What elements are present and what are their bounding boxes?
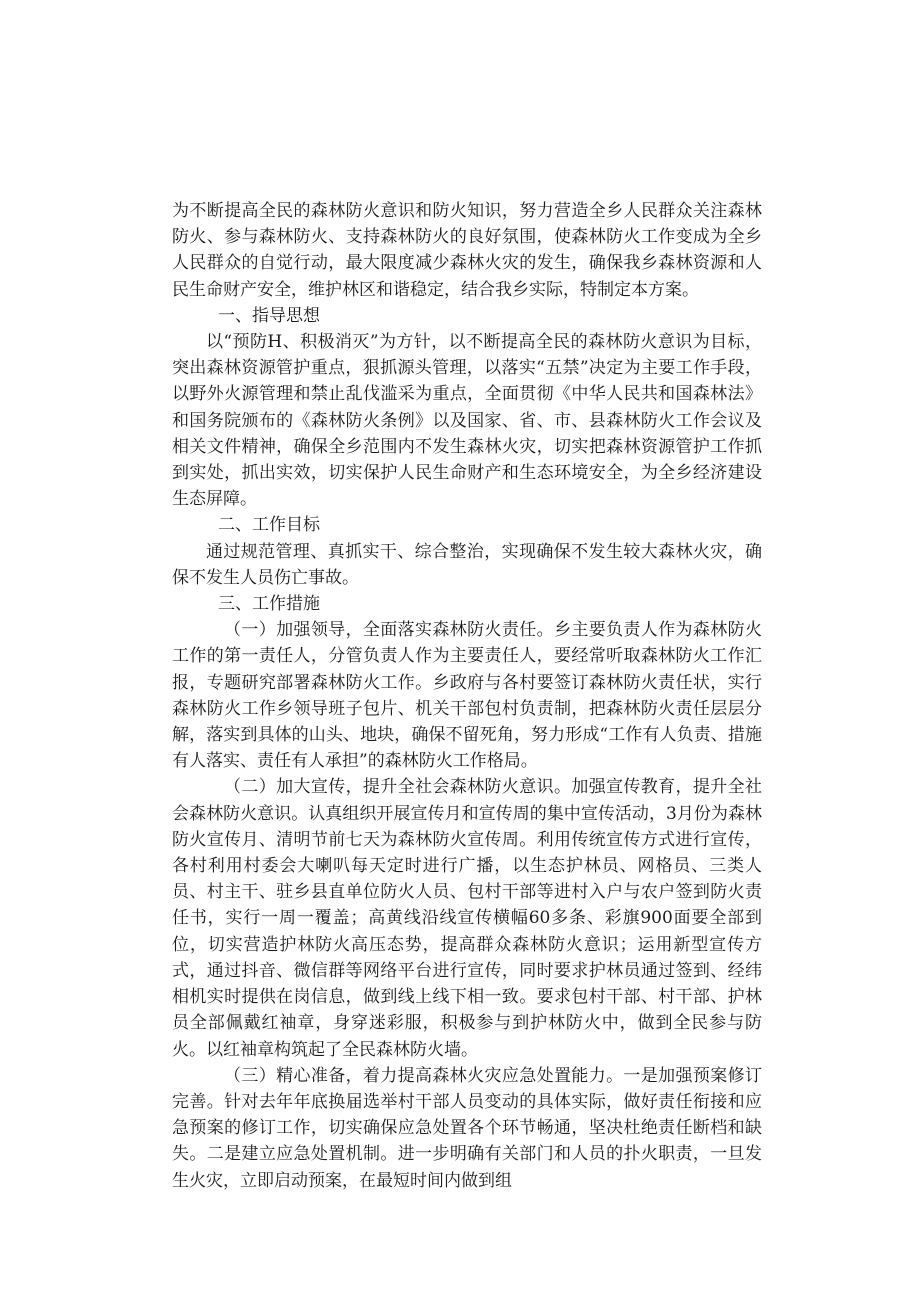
section-work-goals-body: 通过规范管理、真抓实干、综合整治，实现确保不发生较大森林火灾，确保不发生人员伤亡事故。 — [172, 541, 762, 588]
section-heading-work-goals: 二、工作目标 — [218, 515, 320, 536]
measure-3-paragraph: （三）精心准备，着力提高森林火灾应急处置能力。一是加强预案修订完善。针对去年年底换届选举村干部人员变动的具体实际，做好责任衔接和应急预案的修订工作，切实确保应急处置各个环节畅通，坚决杜绝责任断档和缺失。二是建立应急处置机制。进一步明确有关部门和人员的扑火职责，一旦发生火灾，立即启动预案，在最短时间内做到组 — [172, 1065, 762, 1191]
section-heading-guiding-ideology: 一、指导思想 — [218, 305, 320, 326]
intro-paragraph: 为不断提高全民的森林防火意识和防火知识，努力营造全乡人民群众关注森林防火、参与森林防火、支持森林防火的良好氛围，使森林防火工作变成为全乡人民群众的自觉行动，最大限度减少森林火灾的发生，确保我乡森林资源和人民生命财产安全，维护林区和谐稳定，结合我乡实际，特制定本方案。 — [172, 201, 762, 300]
section-guiding-ideology-body: 以“预防H、积极消灭”为方针，以不断提高全民的森林防火意识为目标，突出森林资源管护重点，狠抓源头管理，以落实“五禁”决定为主要工作手段，以野外火源管理和禁止乱伐滥采为重点，全面贯彻《中华人民共和国森林法》和国务院颁布的《森林防火条例》以及国家、省、市、县森林防火工作会议及相关文件精神，确保全乡范围内不发生森林火灾，切实把森林资源管护工作抓到实处，抓出实效，切实保护人民生命财产和生态环境安全，为全乡经济建设生态屏障。 — [172, 332, 762, 510]
section-heading-work-measures: 三、工作措施 — [218, 594, 320, 615]
measure-2-paragraph: （二）加大宣传，提升全社会森林防火意识。加强宣传教育，提升全社会森林防火意识。认真组织开展宣传月和宣传周的集中宣传活动，3月份为森林防火宣传月、清明节前七天为森林防火宣传周。利用传统宣传方式进行宣传，各村利用村委会大喇叭每天定时进行广播，以生态护林员、网格员、三类人员、村主干、驻乡县直单位防火人员、包村干部等进村入户与农户签到防火责任书，实行一周一覆盖；高黄线沿线宣传横幅60多条、彩旗900面要全部到位，切实营造护林防火高压态势，提高群众森林防火意识；运用新型宣传方式，通过抖音、微信群等网络平台进行宣传，同时要求护林员通过签到、经纬相机实时提供在岗信息，做到线上线下相一致。要求包村干部、村干部、护林员全部佩戴红袖章，身穿迷彩服，积极参与到护林防火中，做到全民参与防火。以红袖章构筑起了全民森林防火墙。 — [172, 777, 762, 1060]
document-body — [172, 198, 762, 1194]
measure-1-paragraph: （一）加强领导，全面落实森林防火责任。乡主要负责人作为森林防火工作的第一责任人，分管负责人作为主要责任人，要经常听取森林防火工作汇报，专题研究部署森林防火工作。乡政府与各村要签订森林防火责任状，实行森林防火工作乡领导班子包片、机关干部包村负责制，把森林防火责任层层分解，落实到具体的山头、地块，确保不留死角，努力形成“工作有人负责、措施有人落实、责任有人承担”的森林防火工作格局。 — [172, 620, 762, 772]
